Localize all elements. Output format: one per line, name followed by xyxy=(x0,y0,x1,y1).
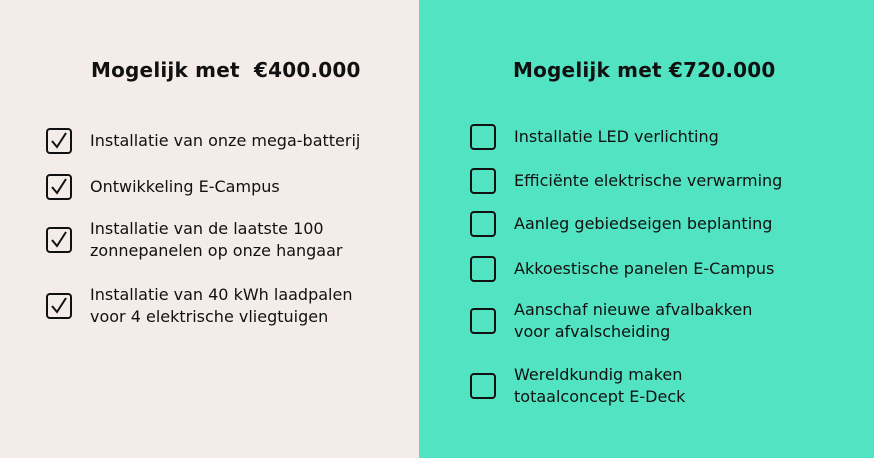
left-panel-title: Mogelijk met €400.000 xyxy=(91,58,361,82)
left-item-label: Installatie van de laatste 100 zonnepanelen op onze hangaar xyxy=(90,219,343,260)
right-panel xyxy=(419,0,874,458)
empty-checkbox-icon xyxy=(470,168,496,194)
right-item-label: Installatie LED verlichting xyxy=(514,127,719,146)
right-item-label: Aanleg gebiedseigen beplanting xyxy=(514,214,773,233)
right-list-item xyxy=(470,168,782,194)
left-list-item xyxy=(46,218,343,262)
right-list-item xyxy=(470,364,685,408)
checked-checkbox-icon xyxy=(46,293,72,319)
right-list-item xyxy=(470,299,752,343)
left-item-label: Installatie van onze mega-batterij xyxy=(90,131,361,150)
left-list-item xyxy=(46,174,280,200)
right-item-label: Efficiënte elektrische verwarming xyxy=(514,171,783,190)
empty-checkbox-icon xyxy=(470,373,496,399)
left-item-label: Installatie van 40 kWh laadpalen voor 4 elektrische vliegtuigen xyxy=(90,285,353,326)
right-item-label: Aanschaf nieuwe afvalbakken voor afvalscheiding xyxy=(514,300,753,341)
right-panel-title: Mogelijk met €720.000 xyxy=(513,58,776,82)
right-list-item xyxy=(470,211,772,237)
right-item-label: Akkoestische panelen E-Campus xyxy=(514,259,775,278)
right-item-label: Wereldkundig maken totaalconcept E-Deck xyxy=(514,365,686,406)
empty-checkbox-icon xyxy=(470,124,496,150)
checked-checkbox-icon xyxy=(46,128,72,154)
left-panel xyxy=(0,0,419,458)
right-list-item xyxy=(470,124,719,150)
checked-checkbox-icon xyxy=(46,174,72,200)
left-list-item xyxy=(46,128,360,154)
empty-checkbox-icon xyxy=(470,256,496,282)
empty-checkbox-icon xyxy=(470,211,496,237)
checked-checkbox-icon xyxy=(46,227,72,253)
empty-checkbox-icon xyxy=(470,308,496,334)
left-item-label: Ontwikkeling E-Campus xyxy=(90,177,280,196)
right-list-item xyxy=(470,256,774,282)
left-list-item xyxy=(46,284,352,328)
